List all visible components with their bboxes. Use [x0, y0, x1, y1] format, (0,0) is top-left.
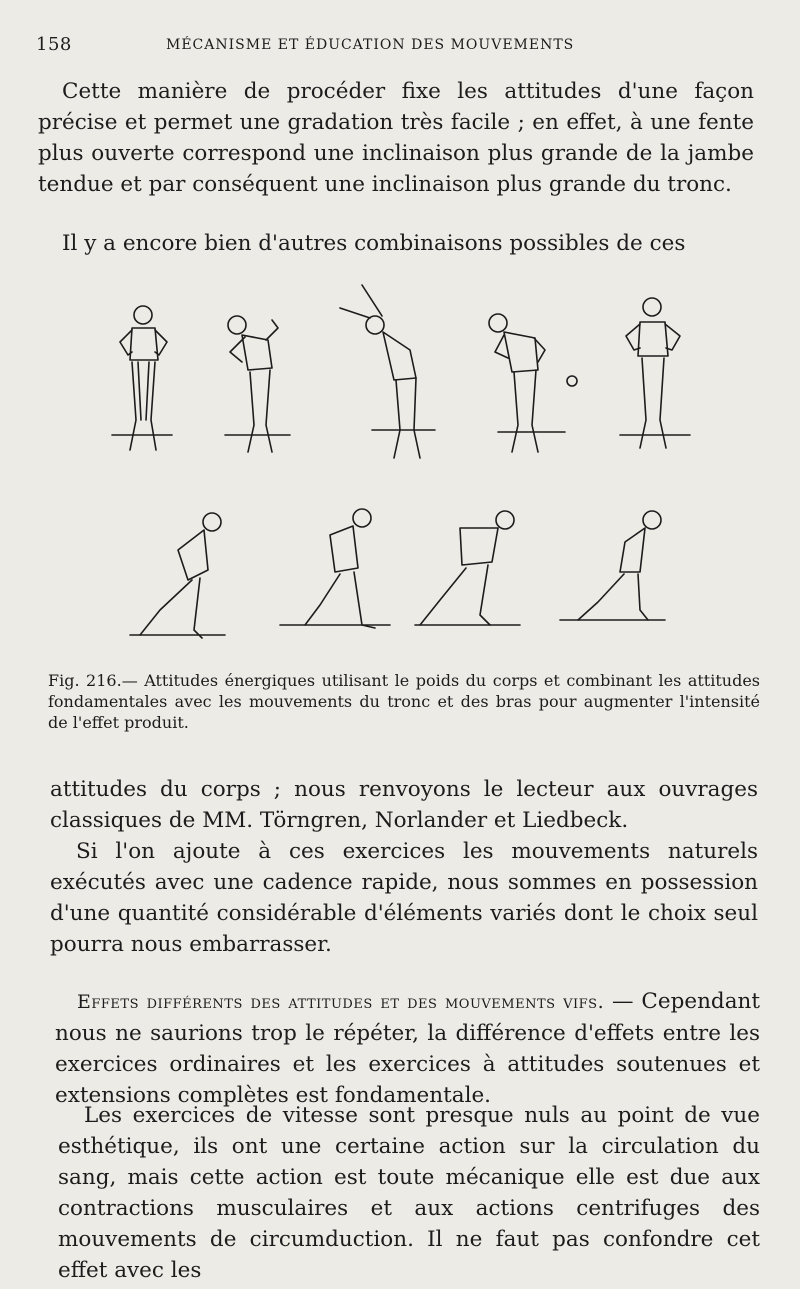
exercise-figures-drawing	[100, 280, 700, 660]
paragraph-6: Les exercices de vitesse sont presque nuls au point de vue esthétique, ils ont une certaine action sur la circulation du sang, mais cette action est toute mécanique elle est due aux contractions musculaires et aux actions centrifuges des mouvements de circumduction. Il ne faut pas confondre cet effet avec les	[58, 1103, 760, 1283]
figure-caption	[48, 670, 760, 733]
figure-216-illustration	[100, 280, 700, 660]
paragraph-5	[55, 986, 760, 1111]
page-header	[36, 34, 756, 58]
page-number: 158	[36, 34, 72, 55]
reference-mark	[567, 376, 577, 386]
figure-side-bend	[228, 316, 278, 452]
section-heading: Effets différents des attitudes et des mouvements vifs.	[77, 991, 605, 1013]
paragraph-3: attitudes du corps ; nous renvoyons le lecteur aux ouvrages classiques de MM. Törngren, Norlander et Liedbeck.	[50, 777, 758, 833]
heading-dash: —	[604, 989, 642, 1014]
paragraph-5-body: Cependant nous ne saurions trop le répéter, la différence d'effets entre les exercices ordinaires et les exercices à attitudes soutenues et extensions complètes est fondamentale.	[55, 989, 760, 1108]
paragraph-1: Cette manière de procéder fixe les attitudes d'une façon précise et permet une gradation très facile ; en effet, à une fente plus ouverte correspond une inclinaison plus grande de la jambe tendue et par conséquent une inclinaison plus grande du tronc.	[38, 79, 754, 197]
figure-standing-front	[626, 298, 680, 448]
figure-lunge-4	[578, 511, 661, 620]
paragraph-4: Si l'on ajoute à ces exercices les mouvements naturels exécutés avec une cadence rapide, nous sommes en possession d'une quantité considérable d'éléments variés dont le choix seul pourra nous embarrasser.	[50, 839, 758, 957]
figure-label: Fig. 216.	[48, 671, 122, 690]
figure-caption-text: — Attitudes énergiques utilisant le poids du corps et combinant les attitudes fondamentales avec les mouvements du tronc et des bras pour augmenter l'intensité de l'effet produit.	[48, 671, 760, 732]
figure-lunge-1	[140, 513, 221, 638]
figure-standing-hands-on-hips	[120, 306, 167, 450]
paragraph-2: Il y a encore bien d'autres combinaisons possibles de ces	[62, 231, 686, 256]
figure-lunge-3	[420, 511, 514, 625]
running-title: MÉCANISME ET ÉDUCATION DES MOUVEMENTS	[166, 37, 575, 53]
figure-lunge-2	[305, 509, 375, 628]
figure-arms-raised	[340, 285, 420, 458]
